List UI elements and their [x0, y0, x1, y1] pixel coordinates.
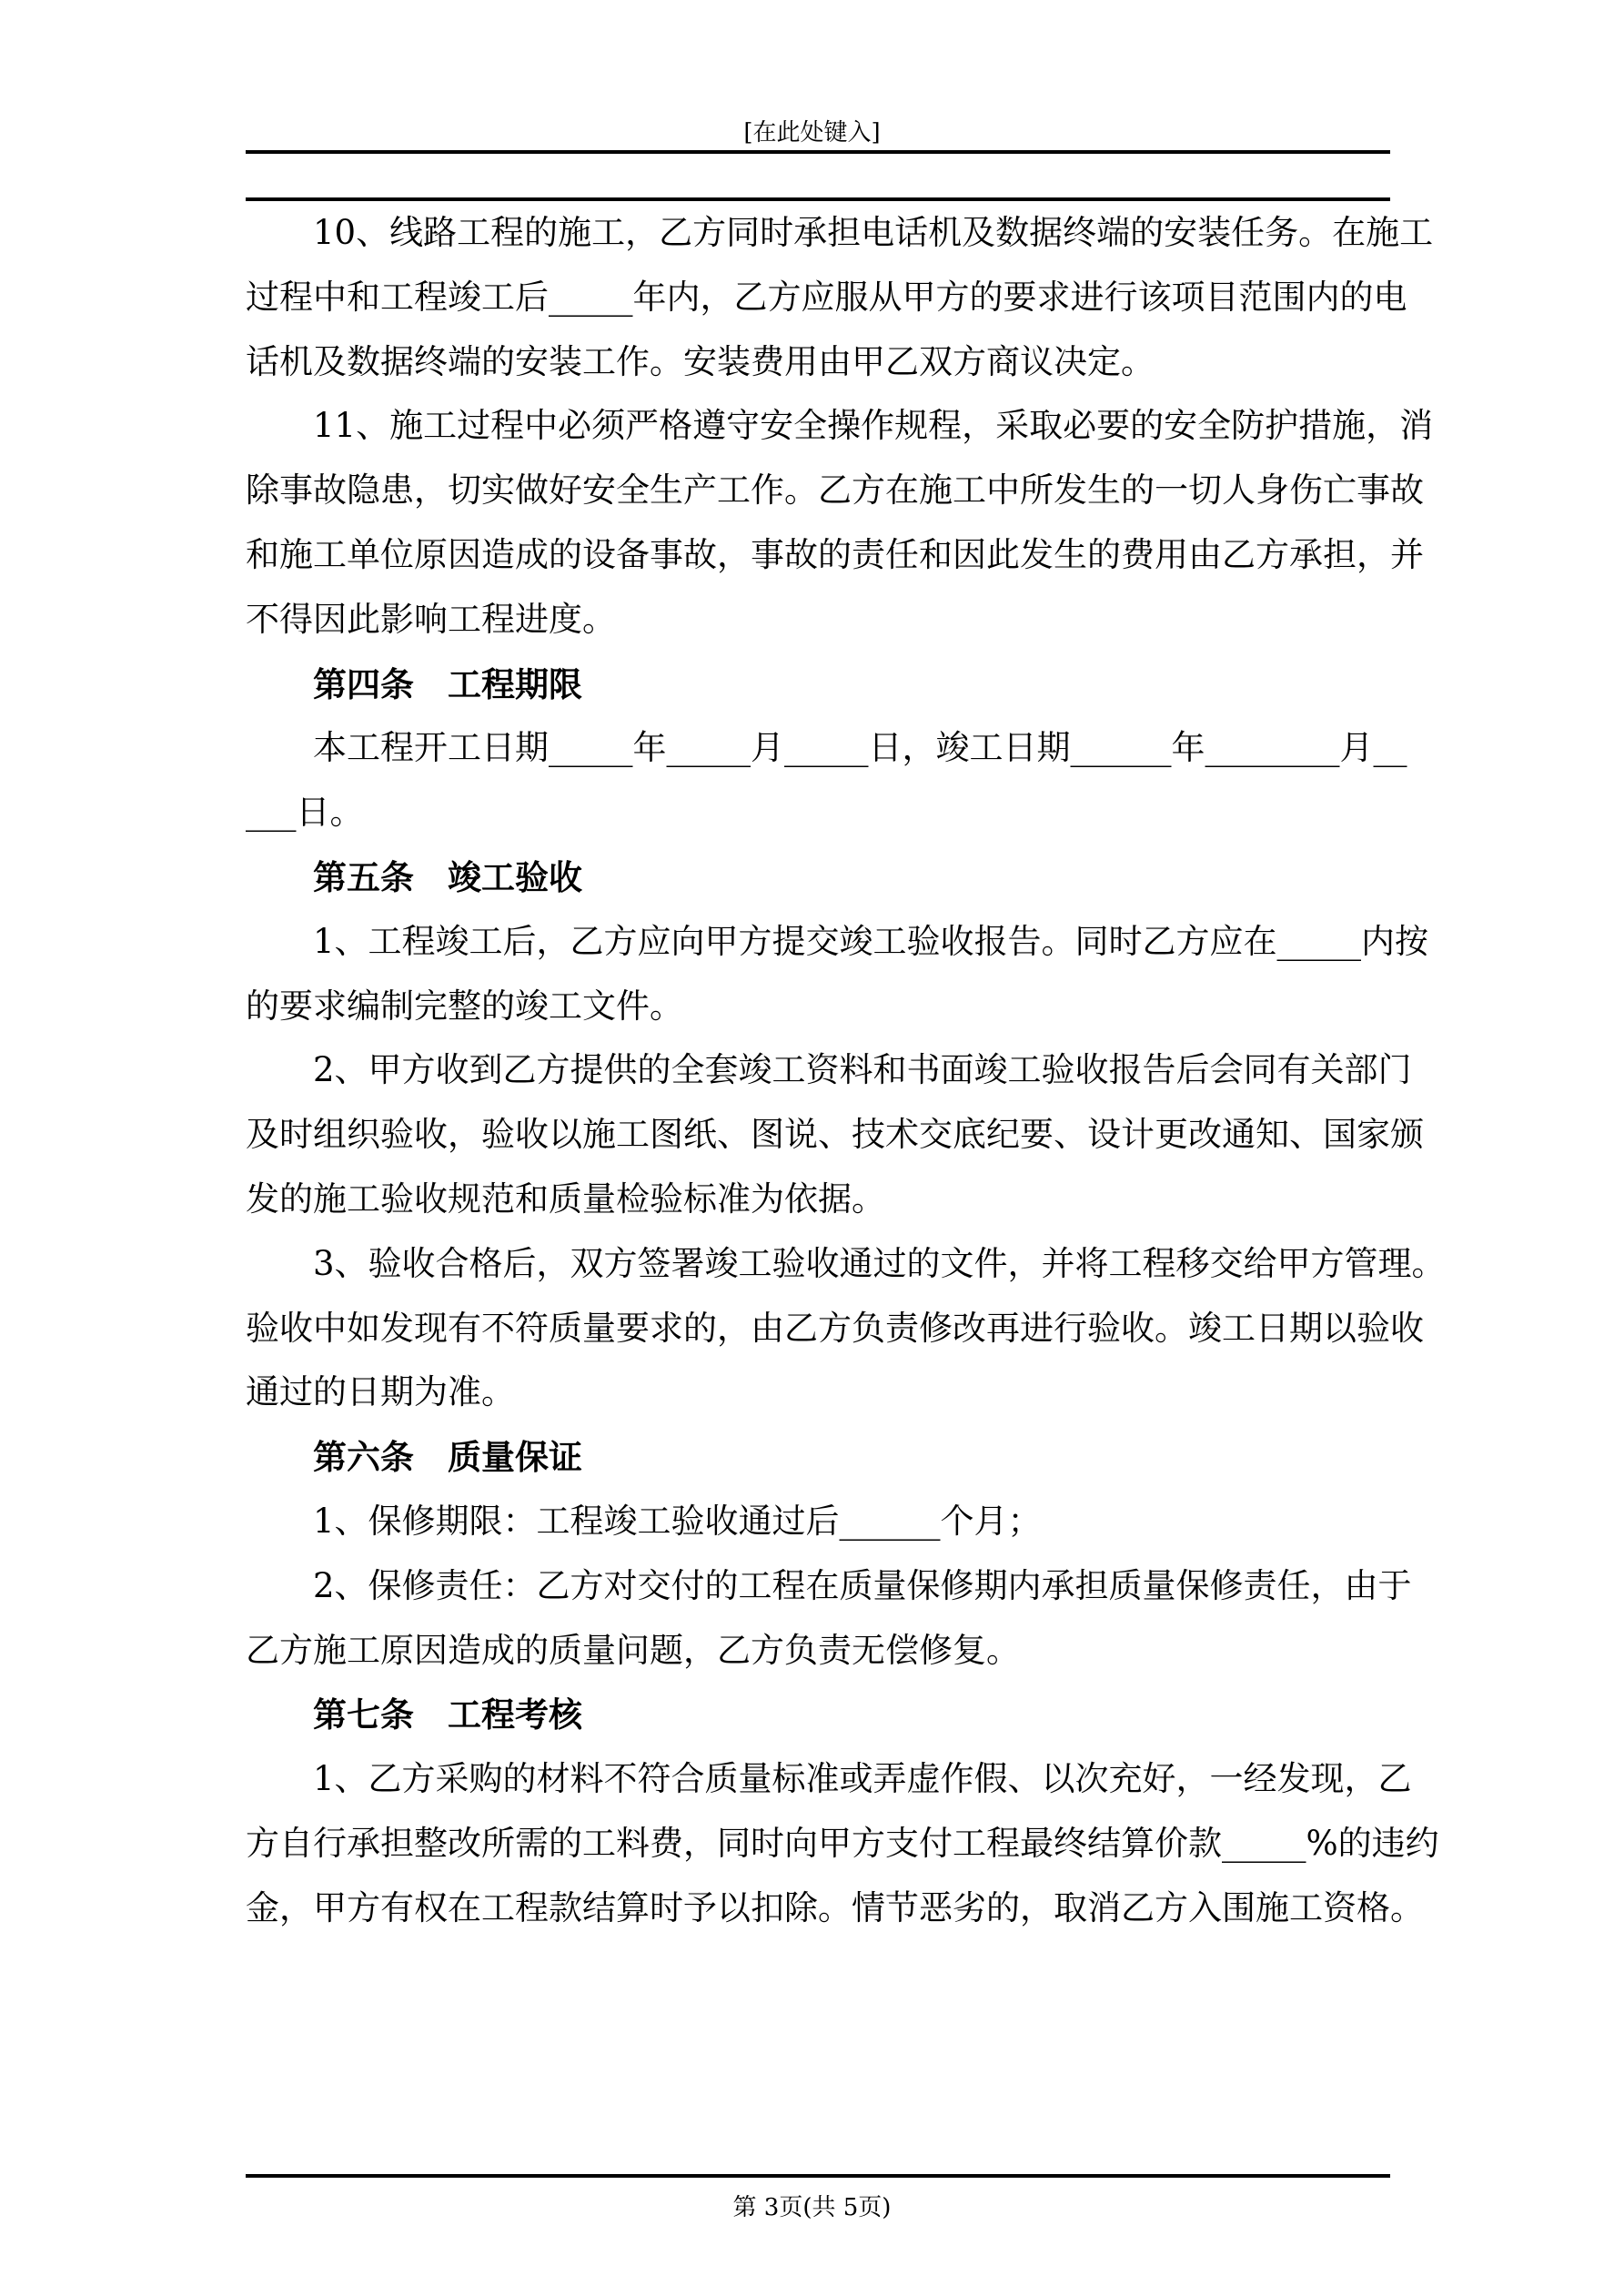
text-line: 乙方施工原因造成的质量问题，乙方负责无偿修复。 [246, 1630, 1020, 1670]
text-line: 验收中如发现有不符质量要求的，由乙方负责修改再进行验收。竣工日期以验收 [246, 1308, 1424, 1348]
text-line: 金，甲方有权在工程款结算时予以扣除。情节恶劣的，取消乙方入围施工资格。 [246, 1887, 1424, 1927]
text-line: 1、乙方采购的材料不符合质量标准或弄虚作假、以次充好，一经发现，乙 [313, 1759, 1412, 1799]
text-line: 本工程开工日期_____年_____月_____日，竣工日期______年________月__ [313, 728, 1407, 768]
header-rule [246, 150, 1390, 154]
text-line: 方自行承担整改所需的工料费，同时向甲方支付工程最终结算价款_____%的违约 [246, 1823, 1439, 1863]
text-line: 1、工程竣工后，乙方应向甲方提交竣工验收报告。同时乙方应在_____内按 [313, 921, 1429, 961]
text-line: 过程中和工程竣工后_____年内，乙方应服从甲方的要求进行该项目范围内的电 [246, 277, 1407, 317]
section-heading: 第六条 质量保证 [313, 1437, 582, 1478]
section-heading: 第五条 竣工验收 [313, 856, 582, 897]
section-heading: 第四条 工程期限 [313, 663, 582, 704]
text-line: ___日。 [246, 793, 364, 833]
text-line: 3、验收合格后，双方签署竣工验收通过的文件，并将工程移交给甲方管理。 [313, 1243, 1446, 1283]
text-line: 通过的日期为准。 [246, 1372, 515, 1412]
text-line: 11、施工过程中必须严格遵守安全操作规程，采取必要的安全防护措施，消 [313, 406, 1434, 446]
text-line: 话机及数据终端的安装工作。安装费用由甲乙双方商议决定。 [246, 341, 1155, 381]
document-body [246, 201, 1446, 1941]
section-heading: 第七条 工程考核 [313, 1694, 582, 1735]
text-line: 10、线路工程的施工，乙方同时承担电话机及数据终端的安装任务。在施工 [313, 213, 1434, 252]
text-line: 2、甲方收到乙方提供的全套竣工资料和书面竣工验收报告后会同有关部门 [313, 1050, 1412, 1090]
text-line: 和施工单位原因造成的设备事故，事故的责任和因此发生的费用由乙方承担，并 [246, 534, 1424, 574]
footer-rule [246, 2174, 1390, 2178]
text-line: 及时组织验收，验收以施工图纸、图说、技术交底纪要、设计更改通知、国家颁 [246, 1115, 1424, 1155]
text-line: 不得因此影响工程进度。 [246, 599, 616, 639]
page-number: 第 3页(共 5页) [732, 2194, 892, 2221]
page-header-text: [在此处键入] [743, 119, 881, 147]
text-line: 除事故隐患，切实做好安全生产工作。乙方在施工中所发生的一切人身伤亡事故 [246, 470, 1424, 511]
text-line: 1、保修期限：工程竣工验收通过后______个月； [313, 1501, 1042, 1541]
text-line: 2、保修责任：乙方对交付的工程在质量保修期内承担质量保修责任，由于 [313, 1565, 1412, 1605]
text-line: 发的施工验收规范和质量检验标准为依据。 [246, 1178, 885, 1219]
text-line: 的要求编制完整的竣工文件。 [246, 986, 683, 1026]
